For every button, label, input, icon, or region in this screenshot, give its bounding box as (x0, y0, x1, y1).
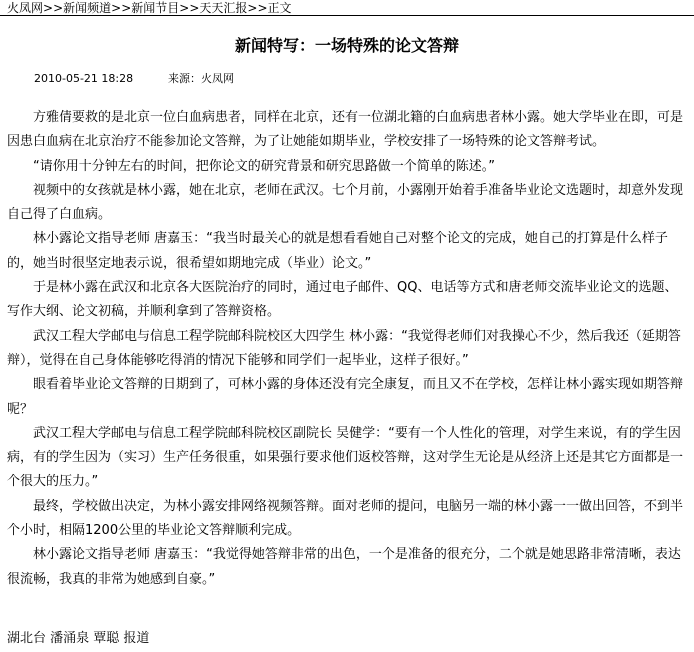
breadcrumb-separator: >> (179, 1, 200, 15)
publish-date: 2010-05-21 18:28 (34, 72, 134, 85)
article-paragraph: 武汉工程大学邮电与信息工程学院邮科院校区大四学生 林小露：“我觉得老师们对我操心不少，然后我还（延期答辩），觉得在自己身体能够吃得消的情况下能够和同学们一起毕业，这样子很好。” (7, 328, 681, 368)
breadcrumb-link-news-channel[interactable]: 新闻频道 (63, 1, 112, 15)
article-paragraph: 武汉工程大学邮电与信息工程学院邮科院校区副院长 吴健学：“要有一个人性化的管理，对学生来说，有的学生因病，有的学生因为（实习）生产任务很重，如果强行要求他们返校答辩，这对学生无论是从经济上还是其它方面都是一个很大的压力。” (7, 425, 684, 490)
reporter-byline: 湖北台 潘涌泉 覃聪 报道 (7, 631, 150, 646)
source-label: 来源： (168, 72, 201, 85)
article-title: 新闻特写：一场特殊的论文答辩 (234, 36, 459, 55)
breadcrumb-separator: >> (111, 1, 132, 15)
article-paragraph: 于是林小露在武汉和北京各大医院治疗的同时，通过电子邮件、QQ、电话等方式和唐老师交流毕业论文的选题、写作大纲、论文初稿，并顺利拿到了答辩资格。 (7, 280, 678, 320)
article-paragraph: “请你用十分钟左右的时间，把你论文的研究背景和研究思路做一个简单的陈述。” (33, 158, 495, 174)
breadcrumb-link-home[interactable]: 火凤网 (7, 1, 44, 15)
breadcrumb-separator: >> (43, 1, 64, 15)
article-paragraph: 林小露论文指导老师 唐嘉玉：“我觉得她答辩非常的出色，一个是准备的很充分，二个就是她思路非常清晰，表达很流畅，我真的非常为她感到自豪。” (7, 547, 681, 587)
breadcrumb-link-daily-report[interactable]: 天天汇报 (199, 1, 248, 15)
article-body (7, 106, 688, 592)
article-paragraph: 眼看着毕业论文答辩的日期到了，可林小露的身体还没有完全康复，而且又不在学校，怎样让林小露实现如期答辩呢？ (7, 377, 684, 417)
breadcrumb-link-news-programs[interactable]: 新闻节目 (131, 1, 180, 15)
source-name: 火凤网 (201, 72, 234, 85)
article-paragraph: 林小露论文指导老师 唐嘉玉：“我当时最关心的就是想看看她自己对整个论文的完成，她自己的打算是什么样子的，她当时很坚定地表示说，很希望如期地完成（毕业）论文。” (7, 231, 668, 271)
article-paragraph: 方雅倩要救的是北京一位白血病患者，同样在北京，还有一位湖北籍的白血病患者林小露。她大学毕业在即，可是因患白血病在北京治疗不能参加论文答辩，为了让她能如期毕业，学校安排了一场特殊的论文答辩考试。 (7, 110, 684, 150)
breadcrumb (7, 1, 292, 15)
article-paragraph: 视频中的女孩就是林小露，她在北京，老师在武汉。七个月前，小露刚开始着手准备毕业论文选题时，却意外发现自己得了白血病。 (7, 182, 684, 223)
breadcrumb-current: 正文 (267, 1, 292, 15)
breadcrumb-separator: >> (247, 1, 268, 15)
article-paragraph: 最终，学校做出决定，为林小露安排网络视频答辩。面对老师的提问，电脑另一端的林小露一一做出回答，不到半个小时，相隔1200公里的毕业论文答辩顺利完成。 (7, 498, 684, 539)
article-meta (34, 72, 234, 85)
header-divider (0, 15, 694, 16)
